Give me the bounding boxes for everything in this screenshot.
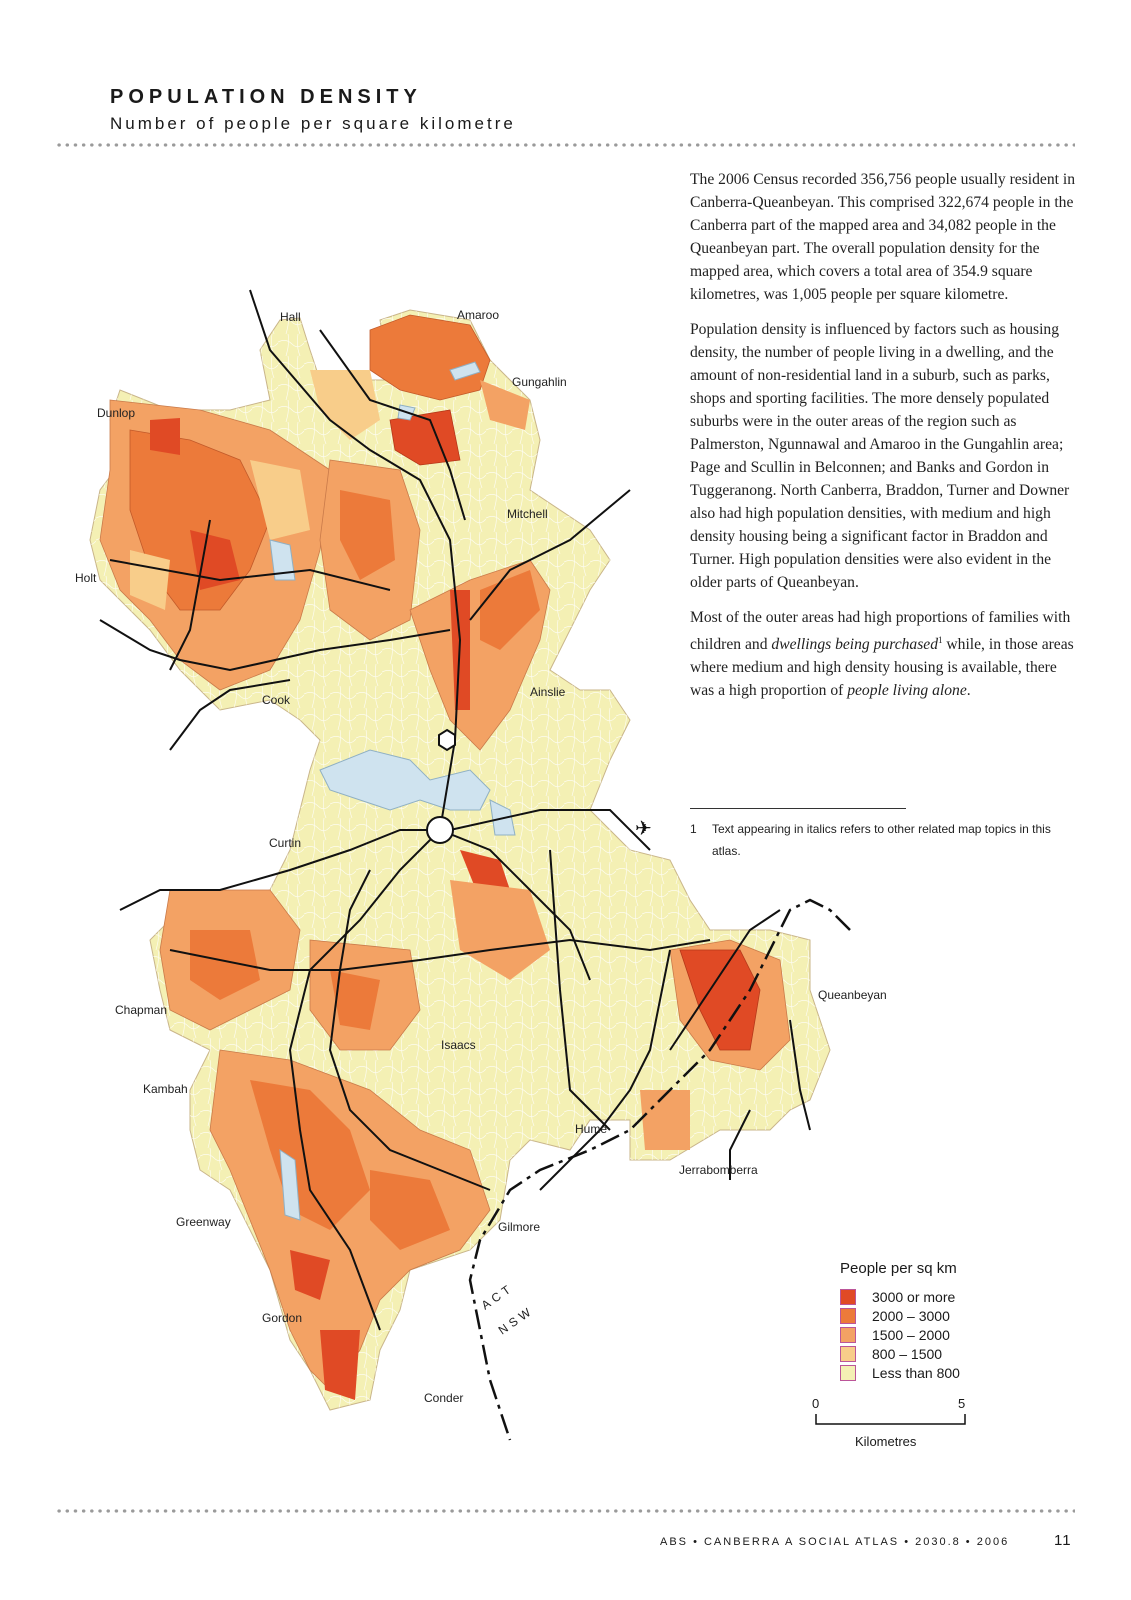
scale-unit: Kilometres [855, 1434, 917, 1449]
scale-max-label: 5 [958, 1396, 966, 1411]
label-kambah: Kambah [143, 1082, 188, 1096]
legend-item [840, 1325, 1060, 1344]
label-chapman: Chapman [115, 1003, 168, 1017]
scale-line [815, 1412, 975, 1428]
paragraph-2: Population density is influenced by factors such as housing density, the number of people living in a dwelling, and the amount of non-residential land in a suburb, such as parks, shops and sporting facilities. The more densely populated suburbs were in the outer areas of the region such as Palmerston, Ngunnawal and Amaroo in the Gungahlin area; Page and Scullin in Belconnen; and Banks and Gordon in Tuggeranong. North Canberra, Braddon, Turner and Downer also had high population densities, with medium and high density housing being a significant factor in Braddon and Turner. High population densities were also evident in the older parts of Queanbeyan. [690, 321, 1070, 591]
label-holt: Holt [75, 571, 97, 585]
label-hume: Hume [575, 1122, 608, 1136]
label-dunlop: Dunlop [97, 406, 136, 420]
legend-swatch [840, 1289, 856, 1305]
label-isaacs: Isaacs [441, 1038, 476, 1052]
label-curtin: Curtin [269, 836, 302, 850]
legend-item [840, 1287, 1060, 1306]
legend-swatch [840, 1365, 856, 1381]
label-greenway: Greenway [176, 1215, 231, 1229]
top-dotted-rule [55, 142, 1075, 148]
paragraph-3: Most of the outer areas had high proportions of families with children and dwellings being purchased$^1$ while, in those areas where medium and high density housing is available, there was a high proportion of people living alone. [690, 609, 1074, 700]
italic-topic-people-living-alone: people living alone [847, 682, 967, 700]
legend-swatch [840, 1327, 856, 1343]
label-conder: Conder [424, 1391, 464, 1405]
label-nsw: NSW [495, 1303, 537, 1338]
label-cook: Cook [262, 693, 291, 707]
legend-label: 2000 – 3000 [872, 1307, 950, 1324]
page-number: 11 [1054, 1532, 1072, 1549]
label-hall: Hall [280, 310, 301, 324]
scale-bar [812, 1396, 990, 1462]
footnote-text: Text appearing in italics refers to other related map topics in this atlas. [712, 822, 1051, 858]
legend-label: 3000 or more [872, 1288, 956, 1305]
footer-text: ABS • CANBERRA A SOCIAL ATLAS • 2030.8 • 2006 [660, 1536, 1010, 1548]
legend-title: People per sq km [840, 1260, 957, 1277]
italic-topic-dwellings: dwellings being purchased [771, 636, 939, 654]
legend-swatch [840, 1346, 856, 1362]
label-gordon: Gordon [262, 1311, 303, 1325]
legend-item [840, 1344, 1060, 1363]
label-mitchell: Mitchell [507, 507, 548, 521]
legend-item [840, 1363, 1060, 1382]
label-gilmore: Gilmore [498, 1220, 541, 1234]
map-legend [840, 1260, 1060, 1382]
legend-label: 1500 – 2000 [872, 1326, 950, 1343]
label-act: ACT [478, 1280, 517, 1313]
bottom-dotted-rule [55, 1508, 1075, 1514]
scale-min-label: 0 [812, 1396, 820, 1411]
page-subtitle: Number of people per square kilometre [110, 114, 516, 133]
label-ainslie: Ainslie [530, 685, 566, 699]
legend-item [840, 1306, 1060, 1325]
paragraph-1: The 2006 Census recorded 356,756 people usually resident in Canberra-Queanbeyan. This comprised 322,674 people in the Canberra part of the mapped area and 34,082 people in the Queanbeyan part. The overall population density for the mapped area, which covers a total area of 354.9 square kilometres, was 1,005 people per square kilometre. [690, 171, 1075, 303]
legend-label: Less than 800 [872, 1364, 960, 1381]
airplane-icon: ✈ [635, 816, 652, 840]
footnote-number: 1 [690, 822, 697, 836]
footnote-ref: 1 [938, 635, 943, 645]
legend-swatch [840, 1308, 856, 1324]
page-title: POPULATION DENSITY [110, 86, 422, 108]
label-jerrabomberra: Jerrabomberra [679, 1163, 758, 1177]
label-amaroo: Amaroo [457, 308, 500, 322]
legend-label: 800 – 1500 [872, 1345, 943, 1362]
label-gungahlin: Gungahlin [512, 375, 567, 389]
label-queanbeyan: Queanbeyan [818, 988, 887, 1002]
